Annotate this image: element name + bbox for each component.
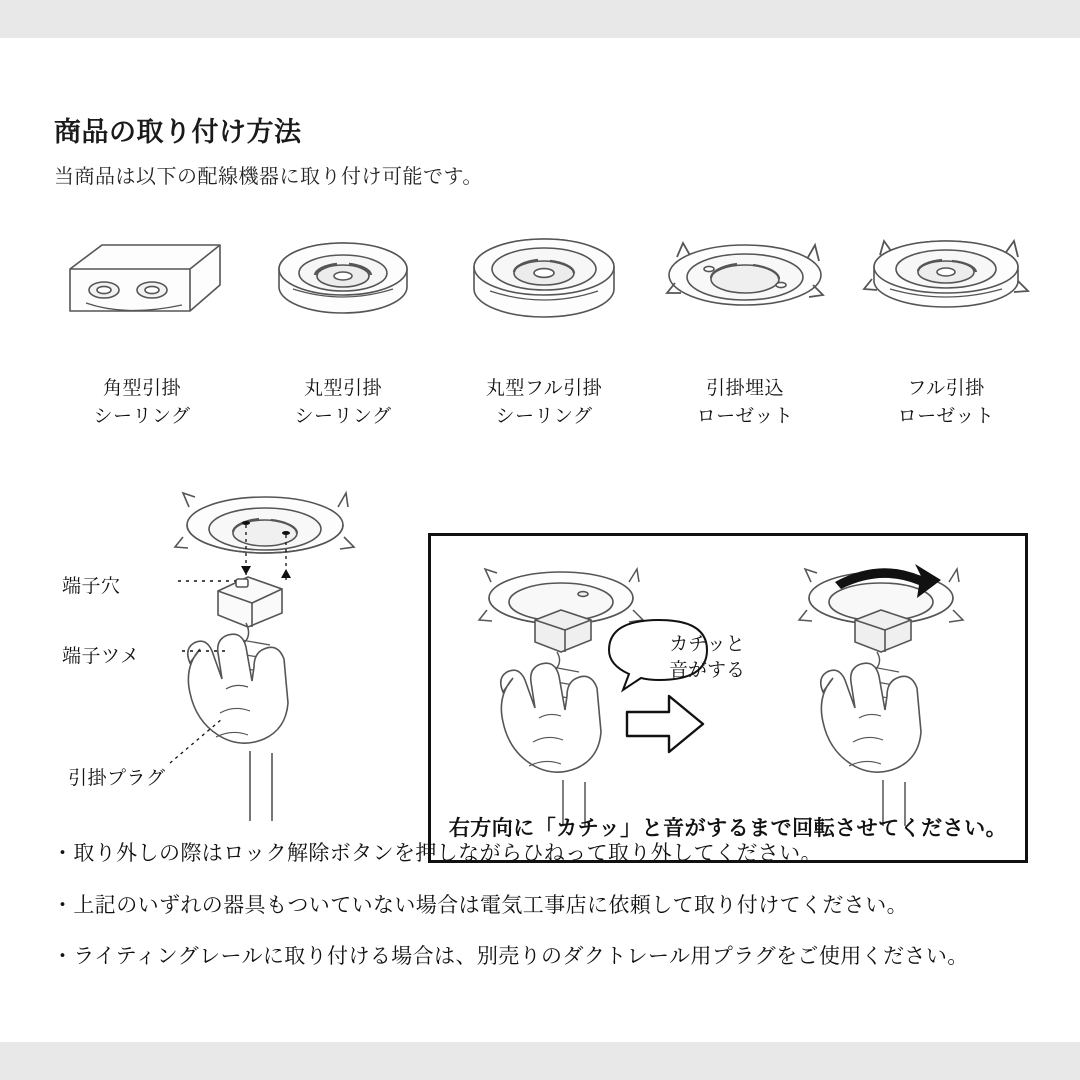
fitting-caption xyxy=(294,375,391,430)
page-subtitle: 当商品は以下の配線機器に取り付け可能です。 xyxy=(54,166,483,188)
round-full-hook-ceiling-icon xyxy=(446,223,642,363)
note-item: ・取り外しの際はロック解除ボタンを押しながらひねって取り外してください。 xyxy=(52,842,822,865)
fitting-caption-line2: シーリング xyxy=(93,405,191,427)
fitting-caption-line2: ローゼット xyxy=(897,405,995,427)
fitting-item-full-hook-rosette xyxy=(848,223,1044,453)
fitting-caption-line1: フル引掛 xyxy=(907,378,985,399)
fitting-list xyxy=(44,223,1044,453)
fitting-caption xyxy=(486,375,602,430)
fitting-item-round-hook-ceiling xyxy=(245,223,441,453)
fitting-item-hook-embedded-rosette xyxy=(647,223,843,453)
square-hook-ceiling-icon xyxy=(44,223,240,363)
fitting-caption xyxy=(697,375,794,430)
fitting-caption xyxy=(93,375,190,430)
bubble-line-1: カチッと xyxy=(669,634,745,655)
label-hook-plug: 引掛プラグ xyxy=(68,768,166,789)
fitting-caption-line2: ローゼット xyxy=(696,405,794,427)
fitting-item-round-full-hook-ceiling xyxy=(446,223,642,453)
bottom-band xyxy=(0,1042,1080,1080)
content-area xyxy=(0,38,1080,1042)
note-item: ・上記のいずれの器具もついていない場合は電気工事店に依頼して取り付けてください。 xyxy=(52,893,908,917)
note-item: ・ライティングレールに取り付ける場合は、別売りのダクトレール用プラグをご使用ください。 xyxy=(52,945,969,968)
round-hook-ceiling-icon xyxy=(245,223,441,363)
fitting-caption-line1: 引掛埋込 xyxy=(705,378,784,399)
fitting-item-square-hook-ceiling xyxy=(44,223,240,453)
top-band xyxy=(0,0,1080,38)
fitting-caption-line1: 丸型引掛 xyxy=(303,378,382,399)
rotate-instruction-panel xyxy=(428,533,1028,863)
fitting-caption-line2: シーリング xyxy=(495,405,593,427)
notes-list xyxy=(52,838,1042,993)
fitting-caption-line2: シーリング xyxy=(294,405,392,427)
fitting-caption-line1: 丸型フル引掛 xyxy=(485,378,603,399)
mid-section xyxy=(0,463,1080,840)
proceed-arrow-icon xyxy=(627,696,703,752)
rotate-instruction-caption: 右方向に「カチッ」と音がするまで回転させてください。 xyxy=(448,817,1008,840)
fitting-caption-line1: 角型引掛 xyxy=(102,378,181,399)
click-sound-bubble-text xyxy=(647,632,767,683)
label-terminal-claw: 端子ツメ xyxy=(62,646,140,667)
bubble-line-2: 音がする xyxy=(668,659,745,681)
plug-annotation-diagram xyxy=(50,463,410,823)
full-hook-rosette-icon xyxy=(848,223,1044,363)
hook-embedded-rosette-icon xyxy=(647,223,843,363)
page-title: 商品の取り付け方法 xyxy=(54,117,302,147)
label-terminal-hole: 端子穴 xyxy=(62,576,121,597)
fitting-caption xyxy=(898,375,995,430)
